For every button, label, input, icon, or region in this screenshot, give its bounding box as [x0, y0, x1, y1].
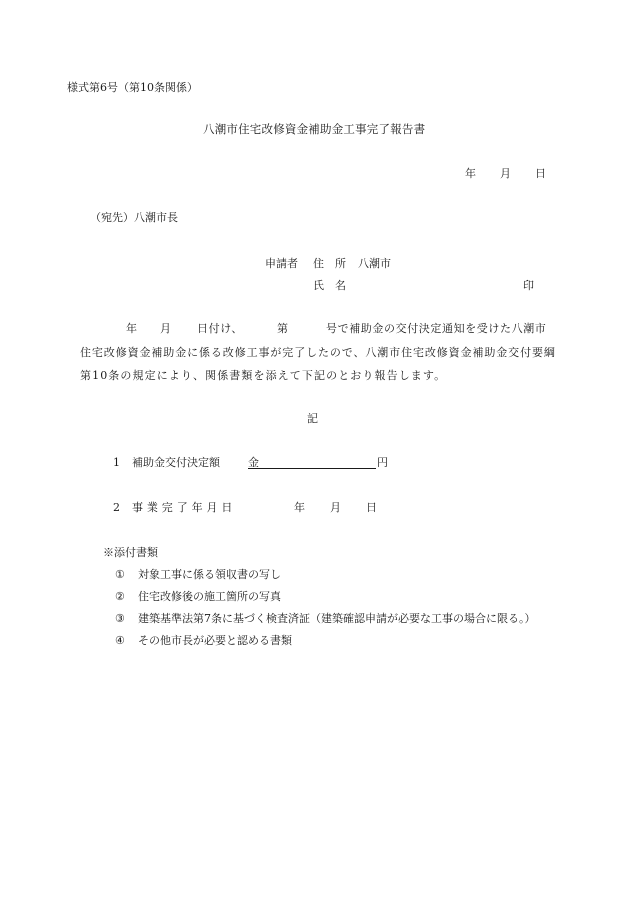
seal-mark: 印 [523, 279, 534, 292]
item-number: 2 [113, 501, 120, 514]
address-label: 住 所 [313, 257, 346, 270]
date-year-label: 年 [465, 167, 476, 180]
body-year: 年 [126, 322, 138, 335]
amount-prefix: 金 [248, 456, 259, 469]
attachment-text: 対象工事に係る領収書の写し [138, 568, 281, 581]
body-line2: 住宅改修資金補助金に係る改修工事が完了したので、八潮市住宅改修資金補助金交付要綱 [80, 346, 556, 359]
ki-heading: 記 [307, 412, 318, 425]
form-number: 様式第6号（第10条関係） [67, 81, 198, 94]
item-number: 1 [113, 456, 120, 469]
document-title: 八潮市住宅改修資金補助金工事完了報告書 [203, 122, 426, 136]
addressee: （宛先）八潮市長 [90, 211, 178, 224]
item-label: 事 業 完 了 年 月 日 [132, 501, 233, 514]
completion-year: 年 [294, 501, 305, 514]
attachment-mark: ② [115, 590, 125, 603]
applicant-label: 申請者 [265, 257, 298, 270]
attachment-text: その他市長が必要と認める書類 [138, 634, 292, 647]
attachment-mark: ③ [115, 612, 125, 625]
date-day-label: 日 [535, 167, 546, 180]
body-line1-rest: 号で補助金の交付決定通知を受けた八潮市 [326, 322, 547, 335]
body-line3: 第10条の規定により、関係書類を添えて下記のとおり報告します。 [80, 369, 447, 382]
date-month-label: 月 [500, 167, 511, 180]
attachment-text: 建築基準法第7条に基づく検査済証（建築確認申請が必要な工事の場合に限る。） [138, 612, 536, 625]
attachments-heading: ※添付書類 [103, 546, 158, 559]
attachment-mark: ④ [115, 634, 125, 647]
body-day-suffix: 日付け、 [197, 322, 243, 335]
body-dai: 第 [277, 322, 289, 335]
item-label: 補助金交付決定額 [132, 456, 220, 469]
completion-month: 月 [330, 501, 341, 514]
attachment-text: 住宅改修後の施工箇所の写真 [138, 590, 281, 603]
name-label: 氏 名 [313, 279, 346, 292]
address-value: 八潮市 [358, 257, 391, 270]
body-month: 月 [160, 322, 172, 335]
amount-field[interactable] [248, 468, 376, 469]
completion-day: 日 [366, 501, 377, 514]
amount-suffix: 円 [377, 456, 388, 469]
attachment-mark: ① [115, 568, 125, 581]
